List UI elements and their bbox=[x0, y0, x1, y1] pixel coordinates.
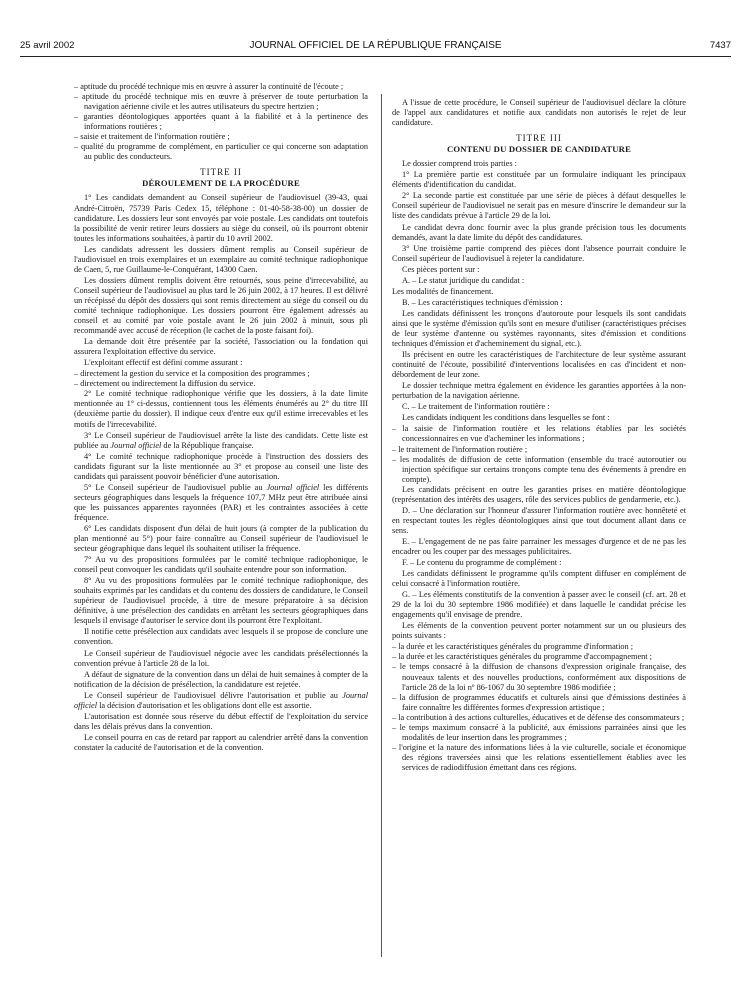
journal-reference: Journal officiel bbox=[110, 440, 162, 450]
list-item: – la durée et les caractéristiques générales du programme d'information ; bbox=[392, 642, 634, 652]
journal-reference: Journal officiel bbox=[266, 482, 320, 492]
paragraph: 4° Le comité technique radiophonique procède à l'instruction des dossiers des candidats figurant sur la liste mentionnée au 3° et propose au conseil une liste des candidats qui paraissent pouvoir bénéficier d'une autorisation. bbox=[74, 451, 368, 481]
list-item: – la diffusion de programmes éducatifs et culturels ainsi que d'émissions destinées à faire connaître les différentes formes d'expression artistique ; bbox=[392, 692, 686, 712]
paragraph: 2° La seconde partie est constituée par une série de pièces à défaut desquelles le Conseil supérieur de l'audiovisuel ne serait pas en mesure d'inscrire le demandeur sur la liste des candidats prévue à l'article 29 de la loi. bbox=[392, 191, 686, 221]
section-title: TITRE III bbox=[516, 133, 562, 144]
paragraph: Les candidats définissent le programme qu'ils comptent diffuser en complément de celui consacré à l'information routière. bbox=[392, 569, 686, 589]
paragraph: A défaut de signature de la convention dans un délai de huit semaines à compter de la notification de la décision de présélection, la candidature est rejetée. bbox=[74, 669, 368, 689]
paragraph: C. – Le traitement de l'information routière : bbox=[402, 402, 550, 412]
paragraph: Ces pièces portent sur : bbox=[402, 264, 480, 274]
text-run: la décision d'autorisation et les obligations dont elle est assortie. bbox=[97, 700, 312, 710]
paragraph: Les candidats définissent les tronçons d'autoroute pour lesquels ils sont candidats ainsi que le système d'émission qu'ils sont en mesure d'utiliser (caractéristiques précises de leur système d'antenne ou systèmes rayonnants, sites d'émission et conditions techniques d'émission et d'acheminement du signal, etc.). bbox=[392, 308, 686, 349]
page-number: 7437 bbox=[709, 40, 731, 51]
paragraph: Le conseil pourra en cas de retard par rapport au calendrier arrêté dans la convention constater la caducité de l'autorisation et de la convention. bbox=[74, 732, 368, 752]
text-run: 5° Le Conseil supérieur de l'audiovisuel publie au bbox=[84, 482, 267, 492]
paragraph: A l'issue de cette procédure, le Conseil supérieur de l'audiovisuel déclare la clôture de l'appel aux candidatures et notifie aux candidats non autorisés le rejet de leur candidature. bbox=[392, 98, 686, 128]
paragraph: Les éléments de la convention peuvent porter notamment sur un ou plusieurs des points suivants : bbox=[392, 621, 686, 641]
paragraph: Le Conseil supérieur de l'audiovisuel négocie avec les candidats présélectionnés la convention prévue à l'article 28 de la loi. bbox=[74, 648, 368, 668]
list-item: – directement la gestion du service et la composition des programmes ; bbox=[74, 369, 310, 379]
list-item: – directement ou indirectement la diffusion du service. bbox=[74, 379, 256, 389]
list-item: – le temps maximum consacré à la publicité, aux émissions parrainées ainsi que les modalités de leur insertion dans les programmes ; bbox=[392, 722, 686, 742]
criteria-item: – saisie et traitement de l'information routière ; bbox=[74, 132, 230, 142]
paragraph: 1° La première partie est constituée par un formulaire indiquant les principaux éléments d'identification du candidat. bbox=[392, 170, 686, 190]
paragraph: Le dossier technique mettra également en évidence les garanties apportées à la non-perturbation de la navigation aérienne. bbox=[392, 381, 686, 401]
criteria-item: – aptitude du procédé technique mis en œuvre à assurer la continuité de l'écoute ; bbox=[74, 82, 344, 91]
paragraph bbox=[74, 691, 368, 711]
paragraph: Les candidats adressent les dossiers dûment remplis au Conseil supérieur de l'audiovisuel en trois exemplaires et un exemplaire au comité technique radiophonique de Caen, 5, rue Guillaume-le-Conquérant, 14300 Caen. bbox=[74, 244, 368, 274]
paragraph: E. – L'engagement de ne pas faire parrainer les messages d'urgence et de ne pas les encadrer ou les couper par des messages publicitaires. bbox=[392, 536, 686, 556]
paragraph: F. – Le contenu du programme de complément : bbox=[402, 558, 562, 568]
paragraph: L'autorisation est donnée sous réserve du début effectif de l'exploitation du service dans les délais prévus dans la convention. bbox=[74, 711, 368, 731]
header-rule bbox=[20, 56, 731, 57]
paragraph: L'exploitant effectif est défini comme assurant : bbox=[84, 358, 243, 368]
criteria-item: – garanties déontologiques apportées quant à la fiabilité et à la pertinence des informations routières ; bbox=[74, 112, 368, 132]
list-item: – l'origine et la nature des informations liées à la vie culturelle, sociale et économique des régions traversées ainsi que les relations essentiellement établies avec les services de radiodiffusion émettant dans ces régions. bbox=[392, 742, 686, 772]
paragraph: Le dossier comprend trois parties : bbox=[402, 159, 517, 169]
paragraph bbox=[74, 431, 368, 451]
paragraph: Les dossiers dûment remplis doivent être retournés, sous peine d'irrecevabilité, au Conseil supérieur de l'audiovisuel au plus tard le 26 juin 2002, à 17 heures. Il est délivré un récépissé du dépôt des dossiers qui sont remis directement au siège du conseil ou du comité technique radiophonique. Les dossiers pourront être également adressés au conseil et au comité par voie postale avant le 26 juin 2002 à minuit, sous pli recommandé avec accusé de réception (le cachet de la poste faisant foi). bbox=[74, 275, 368, 336]
right-column bbox=[392, 98, 686, 773]
text-run: 3° Le Conseil supérieur de l'audiovisuel arrête la liste des candidats. Cette liste est publiée au bbox=[74, 430, 368, 450]
left-column bbox=[74, 82, 368, 754]
criteria-item: – aptitude du procédé technique mis en œuvre à préserver de toute perturbation la navigation aérienne civile et les autres utilisateurs du spectre hertzien ; bbox=[74, 92, 368, 112]
list-item: – le traitement de l'information routière ; bbox=[392, 444, 528, 454]
list-item: – la saisie de l'information routière et les relations établies par les sociétés concessionnaires en vue d'acheminer les informations ; bbox=[392, 424, 686, 444]
paragraph bbox=[74, 483, 368, 523]
header-date: 25 avril 2002 bbox=[20, 40, 75, 51]
criteria-item: – qualité du programme de complément, en particulier ce qui concerne son adaptation au public des conducteurs. bbox=[74, 142, 368, 162]
paragraph: 8° Au vu des propositions formulées par le comité technique radiophonique, des souhaits exprimés par les candidats et du contenu des dossiers de candidature, le Conseil supérieur de l'audiovisuel procède, à titre de mesure préparatoire à sa décision définitive, à une présélection des candidats en arrêtant les secteurs géographiques dans lesquels il envisage d'autoriser le service dont ils pourront être l'exploitant. bbox=[74, 576, 369, 626]
paragraph: Les candidats indiquent les conditions dans lesquelles se font : bbox=[402, 413, 610, 423]
paragraph: G. – Les éléments constitutifs de la convention à passer avec le conseil (cf. art. 28 et 29 de la loi du 30 septembre 1986 modifiée) et dans laquelle le candidat précise les engagements qu'il envisage de prendre. bbox=[392, 590, 686, 620]
paragraph: 7° Au vu des propositions formulées par le comité technique radiophonique, le conseil peut convoquer les candidats qu'il souhaite entendre pour son information. bbox=[74, 555, 368, 575]
paragraph: D. – Une déclaration sur l'honneur d'assurer l'information routière avec honnêteté et en respectant toutes les règles déontologiques ainsi que tout document allant dans ce sens. bbox=[392, 505, 686, 535]
paragraph: 3° Une troisième partie comprend des pièces dont l'absence pourrait conduire le Conseil supérieur de l'audiovisuel à rejeter la candidature. bbox=[392, 243, 686, 263]
paragraph: A. – Le statut juridique du candidat : bbox=[402, 275, 525, 285]
paragraph: Les candidats précisent en outre les garanties prises en matière déontologique (représentation des intérêts des usagers, rôle des services publics de gendarmerie, etc.). bbox=[392, 484, 686, 504]
column-divider bbox=[381, 94, 382, 957]
section-title: TITRE II bbox=[200, 167, 242, 178]
section-subtitle: CONTENU DU DOSSIER DE CANDIDATURE bbox=[446, 144, 632, 155]
paragraph: B. – Les caractéristiques techniques d'émission : bbox=[402, 297, 563, 307]
list-item: – les modalités de diffusion de cette information (ensemble du tracé autoroutier ou injection spécifique sur certains tronçons compte tenu des événements à prendre en compte). bbox=[392, 454, 686, 484]
paragraph: 6° Les candidats disposent d'un délai de huit jours (à compter de la publication du plan mentionné au 5°) pour faire connaître au Conseil supérieur de l'audiovisuel le secteur géographique dans lequel ils souhaitent utiliser la fréquence. bbox=[74, 523, 368, 554]
section-subtitle: DÉROULEMENT DE LA PROCÉDURE bbox=[142, 178, 300, 189]
journal-title: JOURNAL OFFICIEL DE LA RÉPUBLIQUE FRANÇAISE bbox=[249, 40, 502, 51]
paragraph: Il notifie cette présélection aux candidats avec lesquels il se propose de conclure une convention. bbox=[74, 627, 368, 647]
journal-reference: Journal officiel bbox=[74, 690, 368, 710]
paragraph: Les modalités de financement. bbox=[392, 286, 494, 296]
paragraph: 2° Le comité technique radiophonique vérifie que les dossiers, à la date limite mentionnée au 1° ci-dessus, contiennent tous les éléments énumérés au 2° du titre III (deuxième partie du dossier). Il indique ceux d'entre eux qu'il estime irrecevables et les motifs de l'irrecevabilité. bbox=[74, 389, 368, 429]
paragraph: 1° Les candidats demandent au Conseil supérieur de l'audiovisuel (39-43, quai André-Citroën, 75739 Paris Cedex 15, téléphone : 01-40-58-38-00) un dossier de candidature. Les dossiers leur sont envoyés par voie postale. Les candidats ont toutefois la possibilité de venir retirer leurs dossiers au siège du conseil, où ils pourront obtenir toutes les informations souhaitées, à partir du 10 avril 2002. bbox=[74, 193, 368, 243]
paragraph: La demande doit être présentée par la société, l'association ou la fondation qui assurera l'exploitation effective du service. bbox=[74, 337, 368, 357]
list-item: – la contribution à des actions culturelles, éducatives et de défense des consommateurs ; bbox=[392, 712, 685, 722]
text-run: Le Conseil supérieur de l'audiovisuel délivre l'autorisation et publie au bbox=[84, 690, 343, 700]
paragraph: Le candidat devra donc fournir avec la plus grande précision tous les documents demandés, avant la date limite du dépôt des candidatures. bbox=[392, 222, 686, 242]
list-item: – la durée et les caractéristiques générales du programme d'accompagnement ; bbox=[392, 652, 652, 662]
paragraph: Ils précisent en outre les caractéristiques de l'architecture de leur système assurant continuité de l'écoute, possibilité d'interventions localisées en cas d'incident et non-débordement de leur zone. bbox=[392, 350, 686, 380]
list-item: – le temps consacré à la diffusion de chansons d'expression originale française, des nouveaux talents et des nouvelles productions, conformément aux dispositions de l'article 28 de la loi nº 86-1067 du 30 septembre 1986 modifiée ; bbox=[392, 662, 686, 692]
text-run: les différents secteurs géographiques dans lesquels la fréquence 107,7 MHz peut être attribuée ainsi que les puissances apparentes rayonnées (PAR) et les contraintes associées à cette fréquence. bbox=[74, 482, 368, 522]
text-run: de la République française. bbox=[161, 440, 254, 450]
